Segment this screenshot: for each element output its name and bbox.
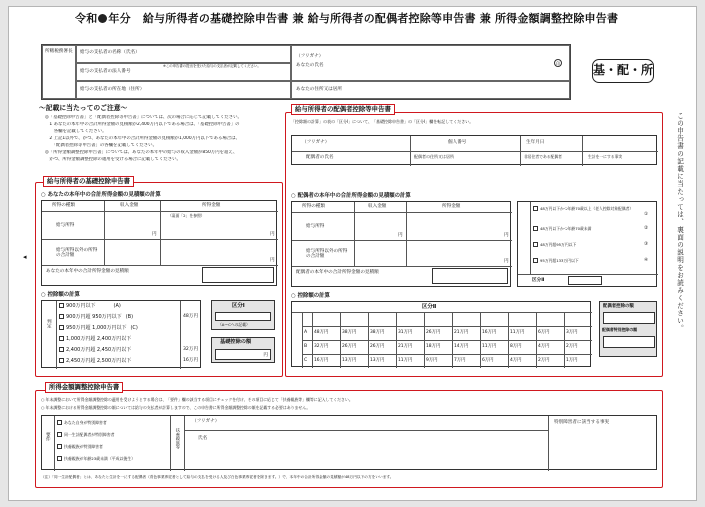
era-label: 令和 — [75, 12, 98, 25]
deduct-cell: 16万円 — [482, 330, 497, 335]
adjust-footnote: （注）「同一生計配偶者」とは、あなたと生計を一にする配偶者（青色事業専従者として給与の支払を受ける人及び白色事業専従者を除きます。）で、本年中の合計所得金額の見積額が48万円以下の方をいいます。 — [41, 475, 394, 479]
req-text: 同一生計配偶者が特別障害者 — [64, 432, 115, 437]
deduct-cell: 32万円 — [314, 344, 329, 349]
payer-number-cell[interactable] — [76, 63, 291, 81]
spouse-birth-label: 生年月日 — [526, 140, 545, 145]
payer-address-cell[interactable] — [76, 81, 291, 99]
tier-range: 950万円超 1,000万円以下 — [66, 325, 127, 331]
kiso-label: 基礎控除の額 — [220, 339, 252, 345]
grid-line — [452, 312, 453, 368]
haigusha-tokubetsu-input[interactable] — [603, 336, 655, 348]
deduct-cell: 3万円 — [566, 330, 578, 335]
judge-mark: ④ — [644, 258, 649, 263]
req-title: 要件 — [45, 432, 51, 442]
deduct-cell: 11万円 — [482, 344, 497, 349]
dependent-label: 扶養親族等 — [175, 428, 181, 449]
basic-deduction-tag: 給与所得者の基礎控除申告書 — [43, 176, 134, 187]
judge-text: 48万円以下かつ年齢70歳未満 — [540, 226, 592, 231]
spouse-total-input[interactable] — [432, 268, 508, 284]
deduct-cell: 38万円 — [370, 330, 385, 335]
judge-row-2[interactable] — [533, 226, 591, 233]
tier-checkbox[interactable] — [59, 325, 64, 330]
your-name-cell[interactable] — [291, 45, 570, 81]
deduct-cell: 1万円 — [566, 358, 578, 363]
row-label: C — [304, 358, 308, 363]
your-address-label: あなたの住所又は居所 — [296, 87, 342, 92]
req-text: 扶養親族が年齢23歳未満（平成以後生） — [64, 456, 136, 461]
haigusha-tokubetsu-label: 配偶者特別控除の額 — [602, 327, 638, 332]
grid-line — [536, 312, 537, 368]
payer-name-cell[interactable] — [76, 45, 291, 63]
req-row-1[interactable] — [57, 420, 107, 425]
judge-row-4[interactable] — [533, 258, 579, 265]
deduct-cell: 6万円 — [538, 330, 550, 335]
col-amount-header: 所得金額 — [442, 204, 461, 209]
kubun1-label: 区分Ⅰ — [232, 303, 245, 309]
adjust-name-label: 氏名 — [198, 436, 208, 441]
tier-range: 2,400万円超 2,450万円以下 — [66, 347, 132, 353]
deduct-cell: 2万円 — [566, 344, 578, 349]
col-income-header: 収入金額 — [120, 203, 139, 208]
judge-checkbox[interactable] — [533, 206, 538, 211]
deduct-cell: 26万円 — [426, 330, 441, 335]
tier-row-a[interactable] — [59, 303, 121, 310]
adjust-line: ○ 年末調整において所得金額調整控除の適用を受けようとする場合は、「要件」欄の該当する項目にチェックを付け、その項目に応じて「扶養親族等」欄等に記入してください。 — [41, 397, 353, 402]
seal-icon: 印 — [556, 61, 560, 66]
furigana-label: （フリガナ） — [296, 54, 324, 59]
deduct-cell: 4万円 — [538, 344, 550, 349]
grid-line — [424, 312, 425, 368]
judge-mark: ① — [644, 212, 649, 217]
spouse-judge-box — [517, 201, 657, 287]
adjust-furigana-label: （フリガナ） — [192, 419, 220, 424]
note-ref: （裏面「2」を参照） — [168, 213, 205, 218]
spouse-name-label: 配偶者の氏名 — [306, 155, 334, 160]
tier-checkbox[interactable] — [59, 336, 64, 341]
form-type-badge: 基・配・所 — [592, 59, 654, 83]
payer-number-label: 給与の支払者の法人番号 — [80, 69, 131, 74]
judge-mark: ③ — [644, 242, 649, 247]
haigusha-kojo-input[interactable] — [603, 312, 655, 324]
payer-address-label: 給与の支払者の所在地（住所） — [80, 87, 145, 92]
spouse-deduction-tag: 給与所得者の配偶者控除等申告書 — [291, 104, 395, 115]
yen-unit: 円 — [270, 232, 275, 237]
deduct-cell: 26万円 — [342, 344, 357, 349]
req-checkbox[interactable] — [57, 432, 62, 437]
tier-row-b[interactable] — [59, 314, 133, 321]
spouse-addr-label: 配偶者の住所又は居所 — [414, 154, 454, 159]
living-label: 生計を一にする事実 — [588, 154, 623, 159]
tax-office-label: 所轄税務署長 — [45, 49, 73, 54]
req-text: 扶養親族が特別障害者 — [64, 444, 103, 449]
req-checkbox[interactable] — [57, 456, 62, 461]
grid-line — [508, 312, 509, 368]
judge-mark: ② — [644, 226, 649, 231]
spouse-deduct-table — [291, 301, 591, 367]
judge-text: 48万円超95万円以下 — [540, 242, 577, 247]
req-row-3[interactable] — [57, 444, 103, 449]
spouse-furigana-label: （フリガナ） — [302, 140, 330, 145]
title-text: 給与所得者の基礎控除申告書 兼 給与所得者の配偶者控除等申告書 兼 所得金額調整控除申告書 — [142, 12, 619, 25]
instruction-line: かつ、所得金額調整控除の適用を受ける場合に記載してください。 — [45, 157, 181, 162]
deduct-cell: 21万円 — [398, 344, 413, 349]
yen-unit: 円 — [270, 258, 275, 263]
tier-mark: (C) — [130, 325, 138, 331]
deduct-cell: 13万円 — [342, 358, 357, 363]
instruction-line: 各欄を記載してください。 — [45, 129, 107, 134]
number-note: ※この申告書の提出を受けた給与の支払者が記載してください。 — [163, 64, 261, 68]
your-address-cell[interactable] — [291, 81, 570, 99]
basic-income-table — [41, 200, 277, 286]
basic-total-input[interactable] — [202, 267, 274, 283]
row-label: B — [304, 344, 308, 349]
nonresident-label: 非居住者である配偶者 — [524, 154, 562, 159]
your-name-label: あなたの氏名 — [296, 63, 324, 68]
other-income-label: 給与所得以外の所得の合計額 — [56, 248, 98, 259]
spouse-other-label: 給与所得以外の所得の合計額 — [306, 249, 348, 260]
payer-name-label: 給与の支払者の名称（氏名） — [80, 50, 140, 55]
tier-amount: 16万円 — [183, 358, 199, 363]
tier-checkbox[interactable] — [59, 347, 64, 352]
judge-text: 95万円超133万円以下 — [540, 258, 579, 263]
kubun1-note: （A〜Cへの記載） — [218, 322, 250, 327]
col-type-header: 所得の種類 — [302, 204, 325, 209]
deduct-cell: 31万円 — [398, 330, 413, 335]
adjust-line: ○ 年末調整における所得金額調整控除の額については給与の支払者が計算しますので、この申告書に所得金額調整控除の額を記載する必要はありません。 — [41, 405, 311, 410]
instructions-block — [45, 115, 277, 171]
adjust-tag: 所得金額調整控除申告書 — [45, 382, 123, 393]
instruction-line: 「配偶者控除等申告書」の各欄を記載してください。 — [45, 143, 157, 148]
deduct-cell: 4万円 — [510, 358, 522, 363]
deduct-cell: 14万円 — [454, 344, 469, 349]
req-text: あなた自身が特別障害者 — [64, 420, 107, 425]
tier-row-c[interactable] — [59, 325, 138, 332]
deduct-cell: 18万円 — [426, 344, 441, 349]
tier-range: 900万円以下 — [66, 303, 96, 309]
tier-row-d[interactable] — [59, 336, 131, 343]
req-row-2[interactable] — [57, 432, 115, 437]
judge-checkbox[interactable] — [533, 226, 538, 231]
kubun1-box — [211, 300, 275, 330]
judge-label: 判定 — [46, 319, 52, 329]
kubun2-table-title: 区分Ⅱ — [422, 304, 437, 310]
deduct-cell: 11万円 — [510, 330, 525, 335]
yen-unit: 円 — [152, 232, 157, 237]
deduct-cell: 8万円 — [510, 344, 522, 349]
spouse-info-table — [291, 135, 657, 165]
salary-income-label: 給与所得 — [56, 223, 75, 228]
judge-text: 48万円以下かつ年齢70歳以上（老人控除対象配偶者） — [540, 206, 634, 211]
kiso-box — [211, 337, 275, 363]
spouse-total-label: 配偶者の本年中の合計所得金額の見積額 — [296, 270, 379, 275]
instruction-line: ◎「基礎控除申告書」と「配偶者控除等申告書」については、次の場合に応じて記載してください。 — [45, 115, 242, 120]
form-title — [75, 13, 655, 26]
spouse-number-label: 個人番号 — [448, 140, 467, 145]
deduct-cell: 21万円 — [454, 330, 469, 335]
tier-range: 1,000万円超 2,400万円以下 — [66, 336, 132, 342]
deduct-cell: 16万円 — [314, 358, 329, 363]
year-suffix: 年分 — [108, 12, 131, 25]
tier-amount: 32万円 — [183, 347, 199, 352]
side-note: この申告書の記載に当たっては、裏面の説明をお読みください。 — [675, 112, 684, 333]
spouse-result-box — [599, 301, 657, 357]
deduct-cell: 38万円 — [342, 330, 357, 335]
yen-unit: 円 — [398, 233, 403, 238]
instruction-line: 1 あなたの本年中の合計所得金額の見積額が2,400万円以下である場合は、「基礎控除申告書」の — [45, 122, 240, 127]
spouse-intro: 「控除額の計算」の表の「区分Ⅰ」について、「基礎控除申告書」の「区分Ⅰ」欄を転記してください。 — [291, 119, 474, 124]
grid-line — [368, 312, 369, 368]
judge-checkbox[interactable] — [533, 242, 538, 247]
spouse-income-title: ○ 配偶者の本年中の合計所得金額の見積額の計算 — [291, 193, 411, 199]
col-type-header: 所得の種類 — [52, 203, 75, 208]
deduct-cell: 9万円 — [426, 358, 438, 363]
col-amount-header: 所得金額 — [202, 203, 221, 208]
instructions-title: 〜記載に当たってのご注意〜 — [39, 104, 128, 112]
tier-range: 2,450万円超 2,500万円以下 — [66, 358, 132, 364]
req-checkbox[interactable] — [57, 444, 62, 449]
grid-line — [480, 312, 481, 368]
header-block — [41, 44, 571, 100]
tier-table — [41, 300, 201, 368]
deduct-cell: 48万円 — [314, 330, 329, 335]
tier-checkbox[interactable] — [59, 314, 64, 319]
tier-range: 900万円超 950万円以下 — [66, 314, 122, 320]
tax-office-cell[interactable] — [42, 45, 76, 99]
deduct-cell: 7万円 — [454, 358, 466, 363]
declaration-form — [8, 6, 697, 501]
req-checkbox[interactable] — [57, 420, 62, 425]
judge-row-1[interactable] — [533, 206, 655, 213]
row-label: A — [304, 330, 308, 335]
tier-mark: (B) — [125, 314, 134, 320]
tier-mark: (A) — [113, 303, 121, 309]
grid-line — [564, 312, 565, 368]
adjust-table — [41, 415, 657, 470]
yen-unit: 円 — [263, 353, 268, 358]
tier-checkbox[interactable] — [59, 358, 64, 363]
grid-line — [340, 312, 341, 368]
basic-income-title: ○ あなたの本年中の合計所得金額の見積額の計算 — [41, 192, 161, 198]
kubun2-label: 区分Ⅱ — [532, 278, 545, 283]
judge-row-3[interactable] — [533, 242, 576, 249]
spouse-salary-label: 給与所得 — [306, 224, 325, 229]
kubun2-input[interactable] — [568, 276, 602, 285]
tier-row-e[interactable] — [59, 347, 131, 354]
haigusha-kojo-label: 配偶者控除の額 — [603, 304, 634, 309]
spouse-income-table — [291, 201, 511, 287]
basic-total-label: あなたの本年中の合計所得金額の見積額 — [46, 269, 129, 274]
deduct-cell: 2万円 — [538, 358, 550, 363]
yen-unit: 円 — [504, 233, 509, 238]
kiso-input[interactable] — [215, 349, 271, 360]
deduct-cell: 6万円 — [482, 358, 494, 363]
special-disability-label: 特別障害者に該当する事実 — [554, 420, 610, 425]
judge-checkbox[interactable] — [533, 258, 538, 263]
instruction-line: 2 上記1以外で、かつ、あなたの本年中の合計所得金額の見積額が1,000万円以下である場合は、 — [45, 136, 240, 141]
deduct-cell: 26万円 — [370, 344, 385, 349]
tier-row-f[interactable] — [59, 358, 131, 365]
deduct-cell: 11万円 — [398, 358, 413, 363]
deduction-calc-title: ○ 控除額の計算 — [41, 292, 80, 298]
instruction-line: ◎「所得金額調整控除申告書」については、あなたの本年中の給与の収入金額が850万円を超え、 — [45, 150, 238, 155]
tier-checkbox[interactable] — [59, 303, 64, 308]
yen-unit: 円 — [504, 259, 509, 264]
spouse-deduct-title: ○ 控除額の計算 — [291, 293, 330, 299]
kubun1-input[interactable] — [215, 312, 271, 321]
deduct-cell: 13万円 — [370, 358, 385, 363]
col-income-header: 収入金額 — [368, 204, 387, 209]
left-arrow-icon: ◂ — [23, 253, 27, 261]
req-row-4[interactable] — [57, 456, 135, 461]
deduct-grid — [312, 326, 592, 368]
year-mark — [98, 14, 107, 23]
tier-amount: 48万円 — [183, 314, 199, 319]
grid-line — [396, 312, 397, 368]
